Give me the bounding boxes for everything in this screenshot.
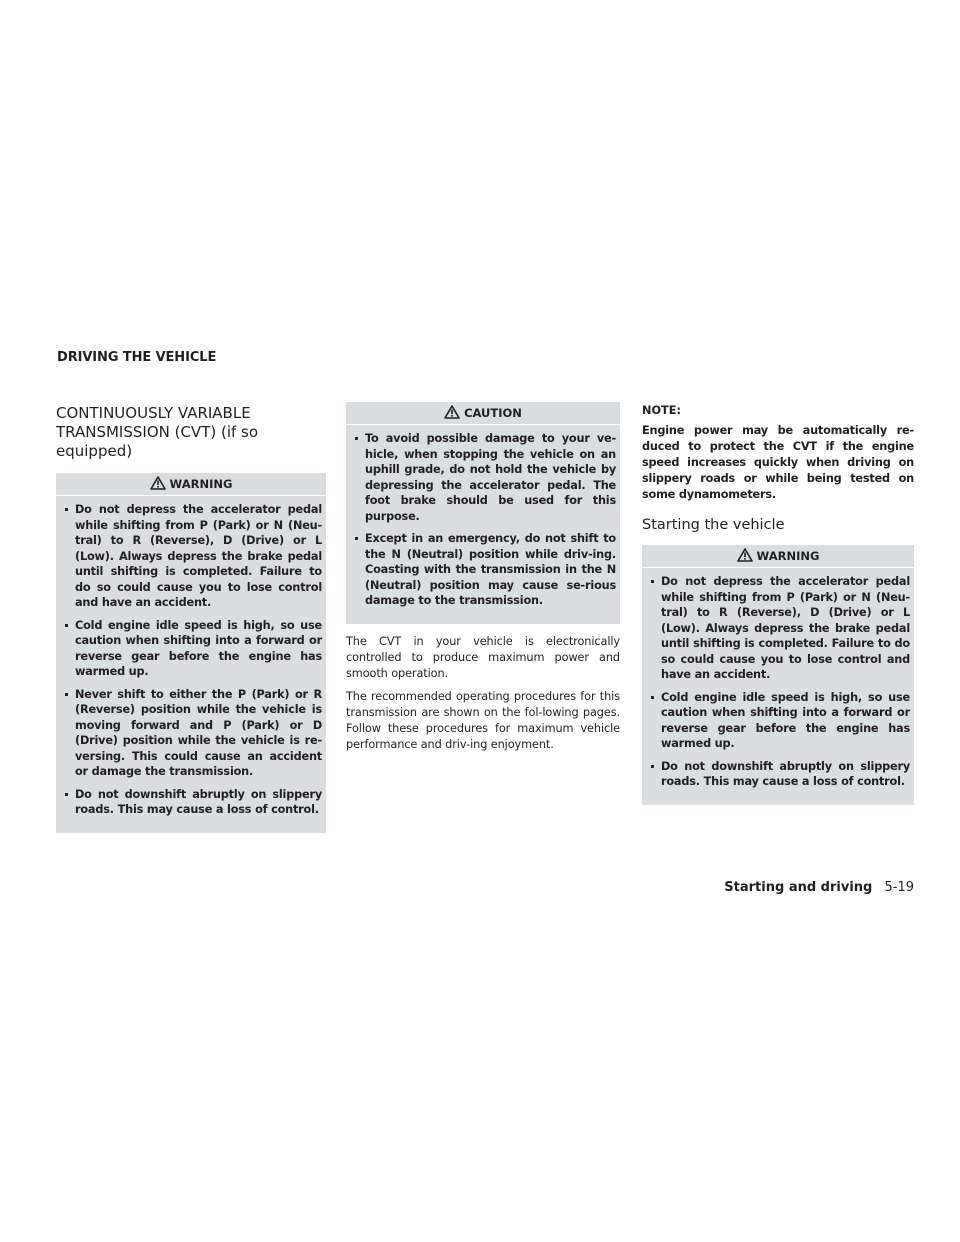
caution-box: [346, 402, 620, 624]
warning-label: WARNING: [756, 549, 820, 563]
warning-label: WARNING: [169, 477, 233, 491]
warning-item: Do not downshift abruptly on slippery roads. This may cause a loss of control.: [60, 787, 322, 818]
note-text: Engine power may be automatically re-duced to protect the CVT if the engine speed increases quickly when driving on slippery roads or while being tested on some dynamometers.: [642, 424, 914, 501]
warning-item: Do not depress the accelerator pedal while shifting from P (Park) or N (Neu-tral) to R (Reverse), D (Drive) or L (Low). Always depress the brake pedal until shifting is completed. Failure to do so could cause you to lose control and have an accident.: [646, 574, 910, 683]
caution-header: [346, 402, 620, 425]
warning-triangle-icon: [150, 476, 170, 493]
column-left: [56, 402, 326, 843]
topic-title-line-1: CONTINUOUSLY VARIABLE: [56, 404, 251, 422]
warning-triangle-icon: [444, 405, 464, 422]
body-paragraph: The recommended operating procedures for this transmission are shown on the fol-lowing pages. Follow these procedures for maximum vehicle performance and driv-ing enjoyment.: [346, 689, 620, 751]
warning-item: Cold engine idle speed is high, so use caution when shifting into a forward or reverse gear before the engine has warmed up.: [646, 690, 910, 752]
subsection-title: Starting the vehicle: [642, 517, 785, 533]
warning-item: Cold engine idle speed is high, so use caution when shifting into a forward or reverse gear before the engine has warmed up.: [60, 618, 322, 680]
footer-section-title: Starting and driving: [724, 880, 873, 895]
note-label: NOTE:: [642, 404, 681, 417]
warning-list: [60, 502, 322, 818]
caution-list: [350, 431, 616, 609]
topic-title: [56, 404, 326, 461]
topic-title-line-2: TRANSMISSION (CVT) (if so: [56, 423, 259, 441]
warning-box: [56, 473, 326, 833]
column-right: [642, 402, 914, 815]
warning-item: Never shift to either the P (Park) or R (Reverse) position while the vehicle is moving forward and P (Park) or D (Drive) position while the vehicle is re-versing. This could cause an accident or damage the transmission.: [60, 687, 322, 780]
warning-item: Do not depress the accelerator pedal while shifting from P (Park) or N (Neu-tral) to R (Reverse), D (Drive) or L (Low). Always depress the brake pedal until shifting is completed. Failure to do so could cause you to lose control and have an accident.: [60, 502, 322, 611]
caution-item: To avoid possible damage to your ve-hicle, when stopping the vehicle on an uphill grade, do not hold the vehicle by depressing the accelerator pedal. The foot brake should be used for this purpose.: [350, 431, 616, 524]
section-header: DRIVING THE VEHICLE: [57, 350, 217, 365]
page-footer: [724, 880, 914, 895]
page-number: 5-19: [884, 880, 914, 895]
warning-header: [642, 545, 914, 568]
warning-triangle-icon: [737, 548, 757, 565]
warning-list: [646, 574, 910, 790]
column-middle: [346, 402, 620, 760]
warning-item: Do not downshift abruptly on slippery roads. This may cause a loss of control.: [646, 759, 910, 790]
topic-title-line-3: equipped): [56, 442, 133, 460]
caution-item: Except in an emergency, do not shift to the N (Neutral) position while driv-ing. Coasting with the transmission in the N (Neutral) position may cause se-rious damage to the transmission.: [350, 531, 616, 609]
caution-label: CAUTION: [464, 406, 522, 420]
body-paragraph: The CVT in your vehicle is electronically controlled to produce maximum power and smooth operation.: [346, 634, 620, 680]
warning-box: [642, 545, 914, 805]
warning-header: [56, 473, 326, 496]
